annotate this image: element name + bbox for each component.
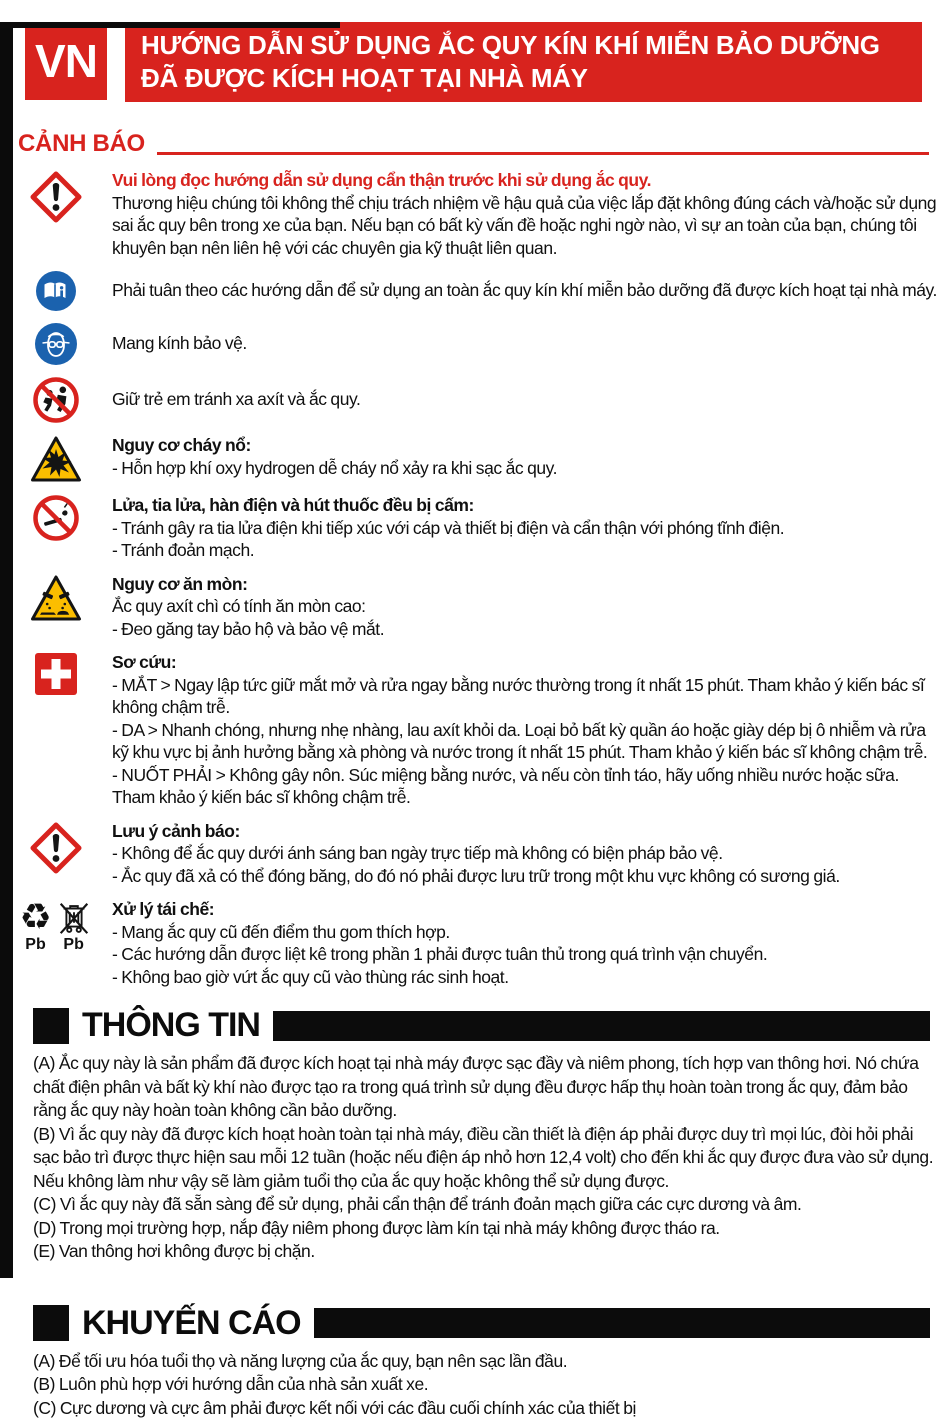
warning-item-icon-box: [0, 322, 112, 365]
warning-item-line: - Các hướng dẫn được liệt kê trong phần 1 phải được tuân thủ trong quá trình vận chuyển.: [112, 943, 937, 966]
warning-item-icon-box: [0, 494, 112, 562]
page-title-line-1: HƯỚNG DẪN SỬ DỤNG ẮC QUY KÍN KHÍ MIỄN BẢO DƯỠNG: [141, 29, 914, 62]
warning-item-title: Nguy cơ ăn mòn:: [112, 573, 937, 596]
warning-item-line: - Hỗn hợp khí oxy hydrogen dễ cháy nổ xảy ra khi sạc ắc quy.: [112, 457, 937, 480]
info-paragraphs: [33, 1052, 935, 1264]
warning-item-line: - Tránh đoản mạch.: [112, 539, 937, 562]
warning-title-rule: [157, 152, 929, 155]
warning-item: [0, 651, 945, 809]
first-aid-icon: [34, 652, 78, 696]
warning-item: [0, 898, 945, 988]
warning-item-text: [112, 898, 945, 988]
advice-section-header: [33, 1304, 930, 1343]
no-fire-sparks-smoking-icon: [33, 495, 79, 541]
warning-item-text: [112, 651, 945, 809]
warning-item: [0, 270, 945, 311]
warning-section-header: [18, 130, 929, 158]
info-section-header: [33, 1006, 930, 1045]
header: [25, 22, 922, 102]
section-square-marker: [33, 1305, 69, 1341]
warning-item: [0, 376, 945, 423]
warning-item-line: - Tránh gây ra tia lửa điện khi tiếp xúc với cáp và thiết bị điện và cẩn thận với phóng tĩnh điện.: [112, 517, 937, 540]
explosion-hazard-icon: [30, 435, 82, 483]
warning-item-title: Lưu ý cảnh báo:: [112, 820, 937, 843]
warning-item-icon-box: [0, 434, 112, 483]
section-header-bar: [314, 1308, 930, 1338]
info-paragraph: (C) Vì ắc quy này đã sẵn sàng để sử dụng, phải cẩn thận để tránh đoản mạch giữa các cực dương và âm.: [33, 1193, 935, 1217]
warning-item-line: Ắc quy axít chì có tính ăn mòn cao:: [112, 595, 937, 618]
corrosion-hazard-icon: [30, 574, 82, 622]
warning-items-list: [0, 169, 945, 988]
warning-item-text: [112, 494, 945, 562]
page-title-line-2: ĐÃ ĐƯỢC KÍCH HOẠT TẠI NHÀ MÁY: [141, 62, 914, 95]
warning-item-text: [112, 332, 945, 355]
warning-item-text: [112, 279, 945, 302]
warning-item-title: Sơ cứu:: [112, 651, 937, 674]
info-paragraph: (A) Ắc quy này là sản phẩm đã được kích hoạt tại nhà máy được sạc đầy và niêm phong, tích hợp van thông hơi. Nó chứa chất điện phân và bất kỳ khí nào được tạo ra trong quá trình sử dụng đều được hấp thụ hoàn toàn trong ắc quy, đảm bảo rằng ắc quy này hoàn toàn không cần bảo dưỡng.: [33, 1052, 935, 1123]
section-header-bar: [273, 1011, 930, 1041]
warning-item-text: [112, 573, 945, 641]
warning-item-line: - Mang ắc quy cũ đến điểm thu gom thích hợp.: [112, 921, 937, 944]
info-paragraph: (B) Vì ắc quy này đã được kích hoạt hoàn toàn tại nhà máy, điều cần thiết là điện áp phải được duy trì mọi lúc, đòi hỏi phải sạc bảo trì được thực hiện sau mỗi 12 tuần (hoặc nếu điện áp nhỏ hơn 12,4 volt) cho đến khi ắc quy được đưa vào sử dụng. Nếu không làm như vậy sẽ làm giảm tuổi thọ của ắc quy hoặc không thể sử dụng được.: [33, 1123, 935, 1194]
info-paragraph: (E) Van thông hơi không được bị chặn.: [33, 1240, 935, 1264]
warning-item-icon-box: [0, 898, 112, 988]
scan-edge-top: [0, 22, 340, 28]
warning-section-title: CẢNH BÁO: [18, 130, 145, 158]
info-section-title: THÔNG TIN: [82, 1006, 260, 1045]
warning-item-line: - Đeo găng tay bảo hộ và bảo vệ mắt.: [112, 618, 937, 641]
eye-protection-icon: [35, 323, 77, 365]
warning-item-title: Lửa, tia lửa, hàn điện và hút thuốc đều bị cấm:: [112, 494, 937, 517]
warning-item-line: Thương hiệu chúng tôi không thể chịu trách nhiệm về hậu quả của việc lắp đặt không đúng cách và/hoặc sử dụng sai ắc quy bên trong xe của bạn. Nếu bạn có bất kỳ vấn đề hoặc nghi ngờ nào, vì sự an toàn của bạn, chúng tôi khuyên bạn nên liên hệ với các chuyên gia kỹ thuật liên quan.: [112, 192, 937, 260]
advice-paragraphs: [33, 1350, 935, 1420]
warning-item-icon-box: [0, 651, 112, 809]
read-manual-icon: [36, 271, 76, 311]
warning-item-line: - DA > Nhanh chóng, nhưng nhẹ nhàng, lau axít khỏi da. Loại bỏ bất kỳ quần áo hoặc giày dép bị ô nhiễm và rửa kỹ khu vực bị ảnh hưởng bằng xà phòng và nước trong ít nhất 15 phút. Tham khảo ý kiến bác sĩ không chậm trễ.: [112, 719, 937, 764]
warning-item-text: [112, 388, 945, 411]
warning-item: [0, 573, 945, 641]
info-paragraph: (D) Trong mọi trường hợp, nắp đậy niêm phong được làm kín tại nhà máy không được tháo ra.: [33, 1217, 935, 1241]
warning-item-title: Vui lòng đọc hướng dẫn sử dụng cẩn thận trước khi sử dụng ắc quy.: [112, 169, 937, 192]
warning-item-icon-box: [0, 169, 112, 259]
section-square-marker: [33, 1008, 69, 1044]
warning-item-line: - MẮT > Ngay lập tức giữ mắt mở và rửa ngay bằng nước thường trong ít nhất 15 phút. Tham khảo ý kiến bác sĩ không chậm trễ.: [112, 674, 937, 719]
advice-paragraph: (B) Luôn phù hợp với hướng dẫn của nhà sản xuất xe.: [33, 1373, 935, 1397]
lead-symbol-label: Pb: [63, 937, 83, 952]
warning-item: [0, 322, 945, 365]
recycling-icon: [19, 899, 51, 952]
advice-section-title: KHUYẾN CÁO: [82, 1304, 301, 1343]
advice-paragraph: (C) Cực dương và cực âm phải được kết nối với các đầu cuối chính xác của thiết bị: [33, 1397, 935, 1420]
warning-item-line: - Không để ắc quy dưới ánh sáng ban ngày trực tiếp mà không có biện pháp bảo vệ.: [112, 842, 937, 865]
crossed-wheelie-bin-icon: [55, 899, 93, 952]
warning-item-icon-box: [0, 820, 112, 888]
warning-item-title: Nguy cơ cháy nổ:: [112, 434, 937, 457]
warning-item-line: Mang kính bảo vệ.: [112, 332, 937, 355]
warning-item-icon-box: [0, 376, 112, 423]
warning-item: [0, 434, 945, 483]
warning-item-icon-box: [0, 270, 112, 311]
warning-item-icon-box: [0, 573, 112, 641]
warning-item-line: - Không bao giờ vứt ắc quy cũ vào thùng rác sinh hoạt.: [112, 966, 937, 989]
warning-item-line: - Ắc quy đã xả có thể đóng băng, do đó nó phải được lưu trữ trong một khu vực không có sương giá.: [112, 865, 937, 888]
advice-paragraph: (A) Để tối ưu hóa tuổi thọ và năng lượng của ắc quy, bạn nên sạc lần đầu.: [33, 1350, 935, 1374]
warning-item: [0, 820, 945, 888]
warning-item-line: - NUỐT PHẢI > Không gây nôn. Súc miệng bằng nước, và nếu còn tỉnh táo, hãy uống nhiều nước hoặc sữa. Tham khảo ý kiến bác sĩ không chậm trễ.: [112, 764, 937, 809]
scan-edge-left: [0, 22, 13, 1278]
title-banner: [125, 22, 922, 102]
language-badge: VN: [25, 22, 107, 100]
warning-item-line: Giữ trẻ em tránh xa axít và ắc quy.: [112, 388, 937, 411]
warning-item-line: Phải tuân theo các hướng dẫn để sử dụng an toàn ắc quy kín khí miễn bảo dưỡng đã được kích hoạt tại nhà máy.: [112, 279, 937, 302]
lead-symbol-label: Pb: [25, 937, 45, 952]
warning-item-text: [112, 820, 945, 888]
warning-item-title: Xử lý tái chế:: [112, 898, 937, 921]
battery-instruction-sheet: [0, 22, 945, 1372]
ghs-exclamation-diamond-icon: [29, 821, 83, 875]
warning-item: [0, 494, 945, 562]
warning-item-text: [112, 169, 945, 259]
warning-item-text: [112, 434, 945, 483]
keep-children-away-icon: [33, 377, 79, 423]
warning-item: [0, 169, 945, 259]
recycling-symbol: ♻: [19, 899, 51, 937]
ghs-exclamation-diamond-icon: [29, 170, 83, 224]
